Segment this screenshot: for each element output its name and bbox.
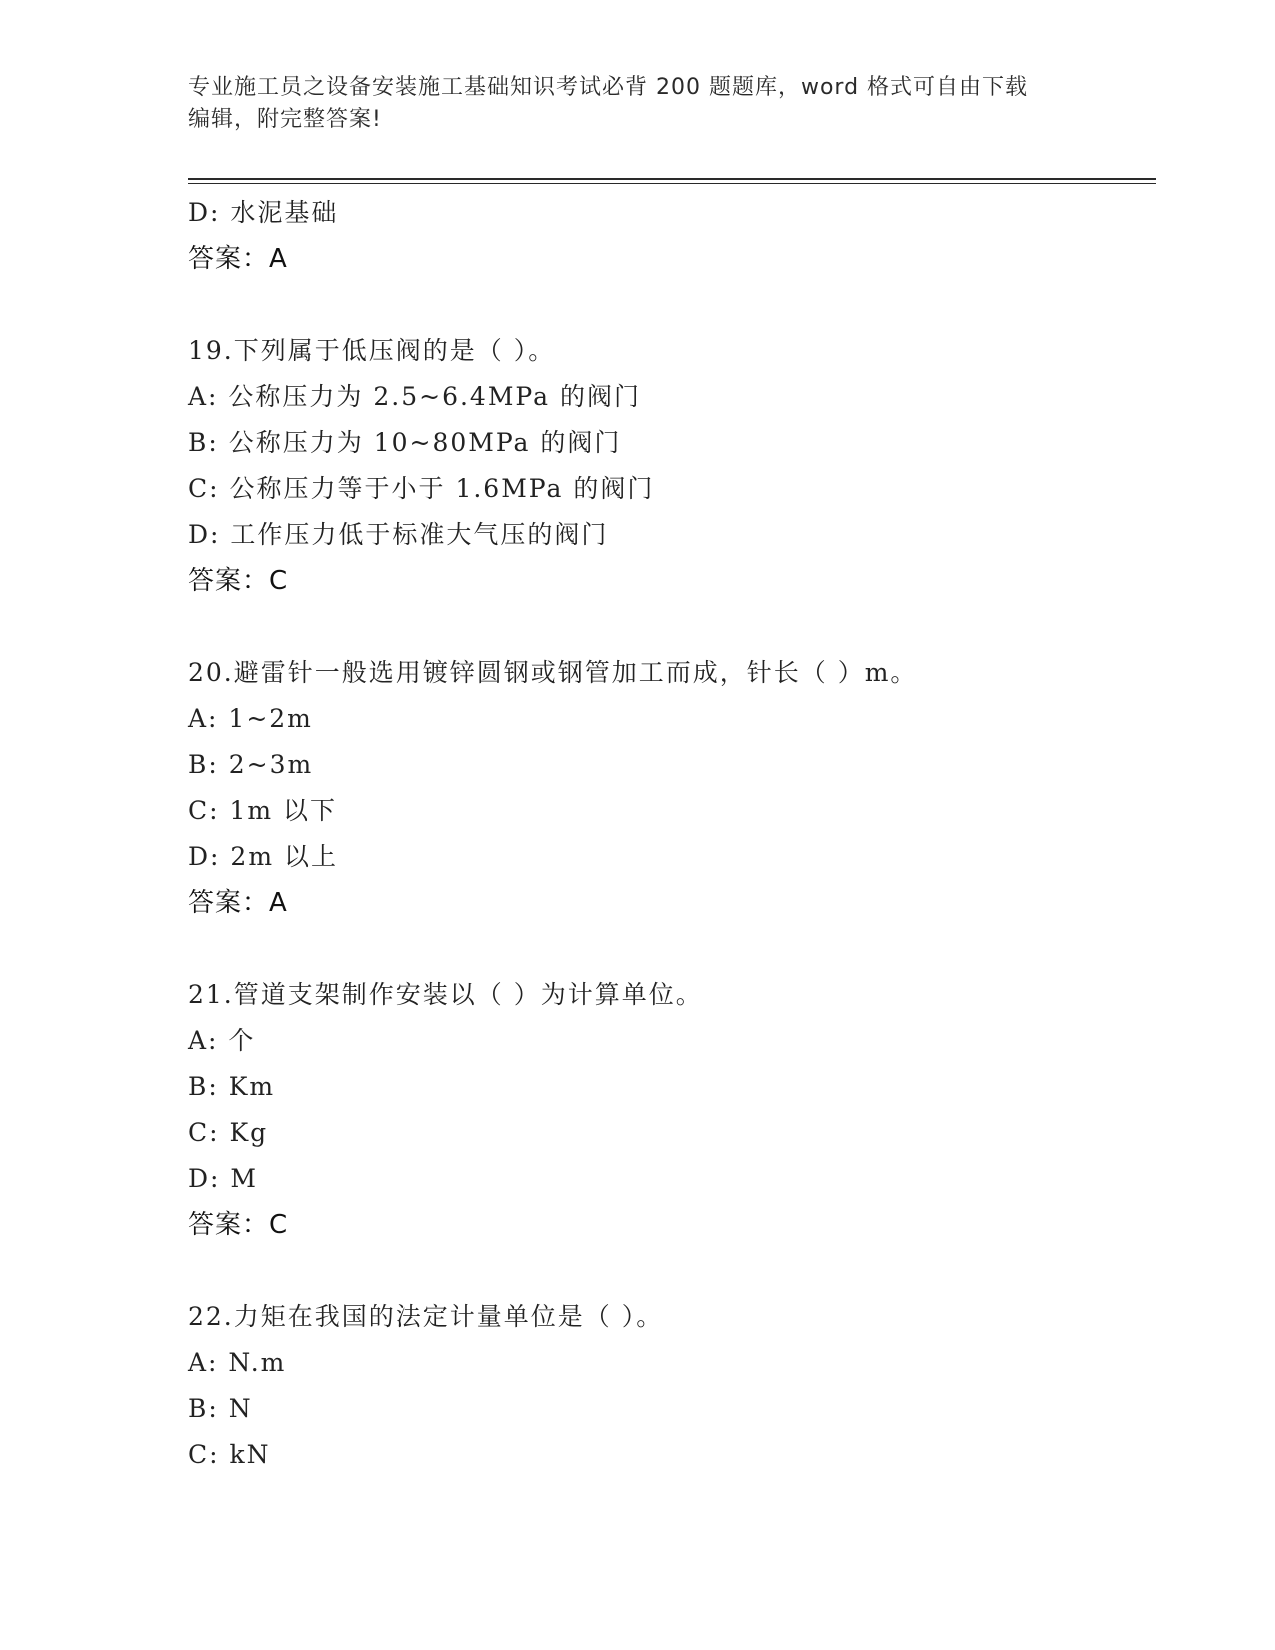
- answer-line: 答案：C: [188, 1210, 289, 1240]
- option-a: A: 1~2m: [188, 704, 313, 733]
- question-21: [188, 972, 1156, 1248]
- spacer: [188, 604, 1156, 650]
- option-c: C: 1m 以下: [188, 796, 338, 825]
- option-d: D: 2m 以上: [188, 842, 338, 871]
- option-a: A: N.m: [188, 1348, 287, 1377]
- question-22: [188, 1294, 1156, 1478]
- option-b: B: 公称压力为 10~80MPa 的阀门: [188, 428, 622, 457]
- header-title-line-2: 编辑，附完整答案!: [188, 107, 382, 132]
- option-d: D: M: [188, 1164, 259, 1193]
- question-title: 19.下列属于低压阀的是（ ）。: [188, 336, 556, 365]
- question-19: [188, 328, 1156, 604]
- answer-line: 答案：A: [188, 888, 288, 918]
- option-c: C: 公称压力等于小于 1.6MPa 的阀门: [188, 474, 655, 503]
- question-18-fragment: [188, 190, 1156, 282]
- option-a: A: 公称压力为 2.5~6.4MPa 的阀门: [188, 382, 641, 411]
- question-title: 21.管道支架制作安装以（ ）为计算单位。: [188, 980, 703, 1009]
- spacer: [188, 1248, 1156, 1294]
- option-d: D: 水泥基础: [188, 198, 339, 227]
- header-divider-thick: [188, 178, 1156, 180]
- spacer: [188, 282, 1156, 328]
- option-b: B: N: [188, 1394, 253, 1423]
- option-d: D: 工作压力低于标准大气压的阀门: [188, 520, 609, 549]
- header-title-line-1: 专业施工员之设备安装施工基础知识考试必背 200 题题库，word 格式可自由下载: [188, 75, 1029, 100]
- question-title: 20.避雷针一般选用镀锌圆钢或钢管加工而成，针长（ ）m。: [188, 658, 918, 687]
- answer-line: 答案：C: [188, 566, 289, 596]
- option-c: C: kN: [188, 1440, 271, 1469]
- option-b: B: Km: [188, 1072, 276, 1101]
- option-b: B: 2~3m: [188, 750, 314, 779]
- answer-line: 答案：A: [188, 244, 288, 274]
- question-list: [188, 190, 1156, 1478]
- header-divider-thin: [188, 183, 1156, 184]
- question-title: 22.力矩在我国的法定计量单位是（ ）。: [188, 1302, 664, 1331]
- option-a: A: 个: [188, 1026, 256, 1055]
- option-c: C: Kg: [188, 1118, 269, 1147]
- question-20: [188, 650, 1156, 926]
- spacer: [188, 926, 1156, 972]
- document-header: [188, 72, 1088, 136]
